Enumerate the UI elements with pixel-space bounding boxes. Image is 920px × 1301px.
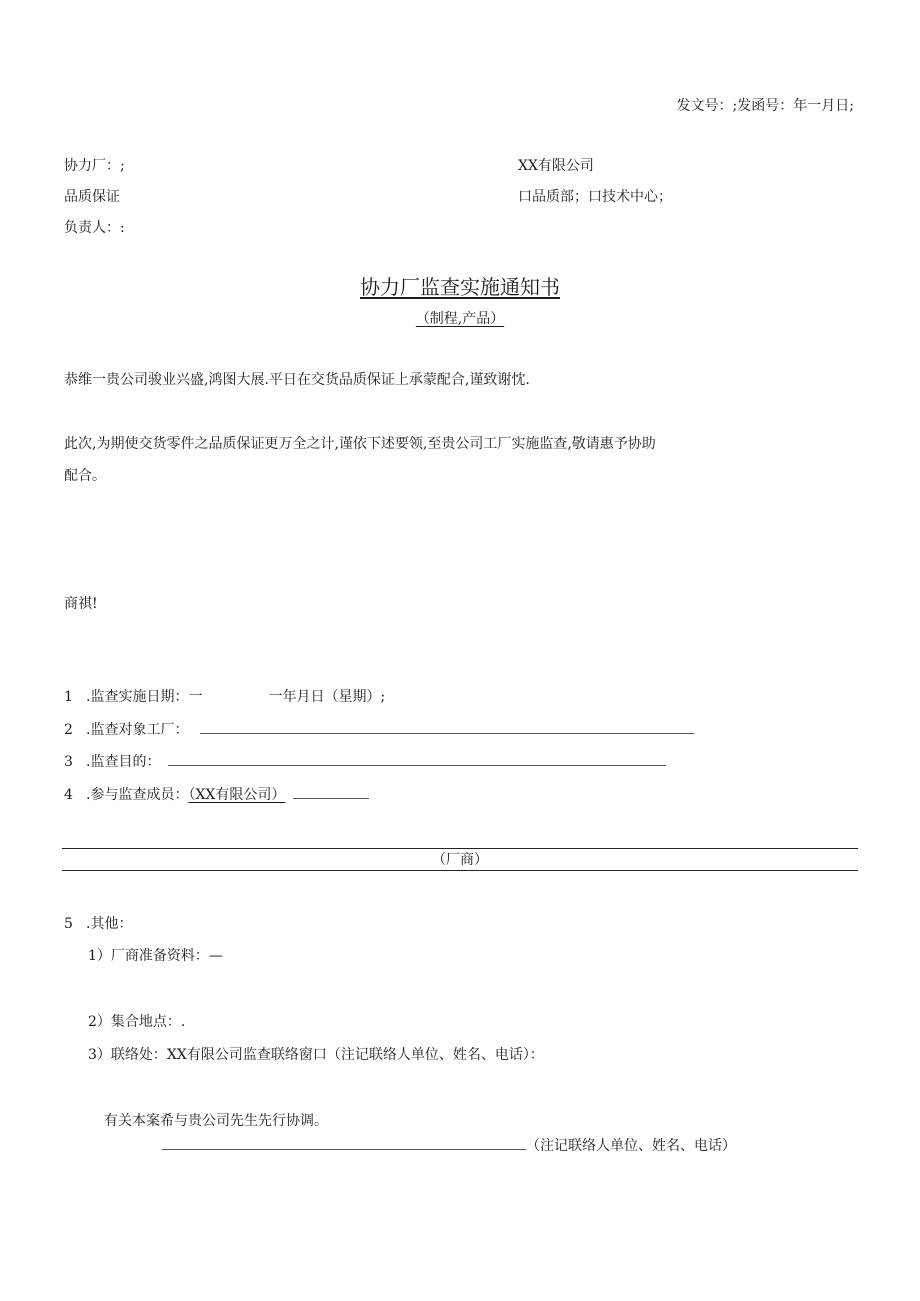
- fill-blank: [162, 1137, 526, 1150]
- sender-dept: 口品质部；口技术中心；: [518, 189, 672, 205]
- closing: 商祺!: [64, 596, 98, 612]
- fill-blank: [200, 721, 694, 734]
- contact-line: [162, 1136, 736, 1156]
- request-paragraph-line1: 此次,为期使交货零件之品质保证更万全之计,谨依下述要领,至贵公司工厂实施监查,敬请惠予协助: [64, 436, 656, 452]
- item-label: .监查对象工厂：: [86, 722, 189, 738]
- item-label: .监查目的：: [86, 754, 161, 770]
- sub-item-contact: 3）联络处：XX有限公司监查联络窗口（注记联络人单位、姓名、电话）：: [88, 1047, 544, 1063]
- page-subtitle: （制程,产品）: [415, 311, 505, 327]
- divider-top: [62, 848, 858, 849]
- item-value: 一年月日（星期）;: [268, 689, 386, 705]
- item-purpose: [64, 752, 666, 772]
- item-members: [64, 785, 369, 805]
- item-number: 2: [64, 722, 73, 738]
- item-number: 1: [64, 689, 73, 705]
- item-number: 4: [64, 787, 73, 803]
- page-title: 协力厂监查实施通知书: [360, 275, 560, 299]
- sub-item-meeting-place: 2）集合地点：.: [88, 1014, 186, 1030]
- sender-company: XX有限公司: [518, 158, 594, 174]
- item-label: .其他：: [86, 916, 133, 932]
- item-number: 3: [64, 754, 73, 770]
- item-label: .监查实施日期：一: [86, 689, 203, 705]
- item-value: （XX有限公司）: [188, 787, 286, 803]
- addressee-person: 负责人：:: [64, 220, 125, 236]
- addressee-dept: 品质保证: [64, 189, 120, 205]
- item-number: 5: [64, 916, 73, 932]
- item-target-factory: [64, 720, 694, 740]
- fill-blank: [293, 786, 369, 799]
- vendor-label: （厂商）: [432, 852, 488, 868]
- item-other: [64, 914, 132, 934]
- divider-bottom: [62, 870, 858, 871]
- fill-blank: [168, 753, 666, 766]
- contact-note: （注记联络人单位、姓名、电话）: [526, 1138, 736, 1154]
- coordinate-note: 有关本案希与贵公司先生先行协调。: [104, 1113, 328, 1129]
- addressee-factory: 协力厂：;: [64, 158, 125, 174]
- sub-item-materials: 1）厂商准备资料：—: [88, 948, 223, 964]
- doc-number-line: 发文号：;发函号：年一月日;: [676, 98, 854, 114]
- request-paragraph-line2: 配合。: [64, 468, 106, 484]
- item-label: .参与监查成员：: [86, 787, 189, 803]
- greeting-paragraph: 恭维一贵公司骏业兴盛,鸿图大展.平日在交货品质保证上承蒙配合,谨致谢忱.: [64, 372, 530, 388]
- item-date: [64, 687, 385, 707]
